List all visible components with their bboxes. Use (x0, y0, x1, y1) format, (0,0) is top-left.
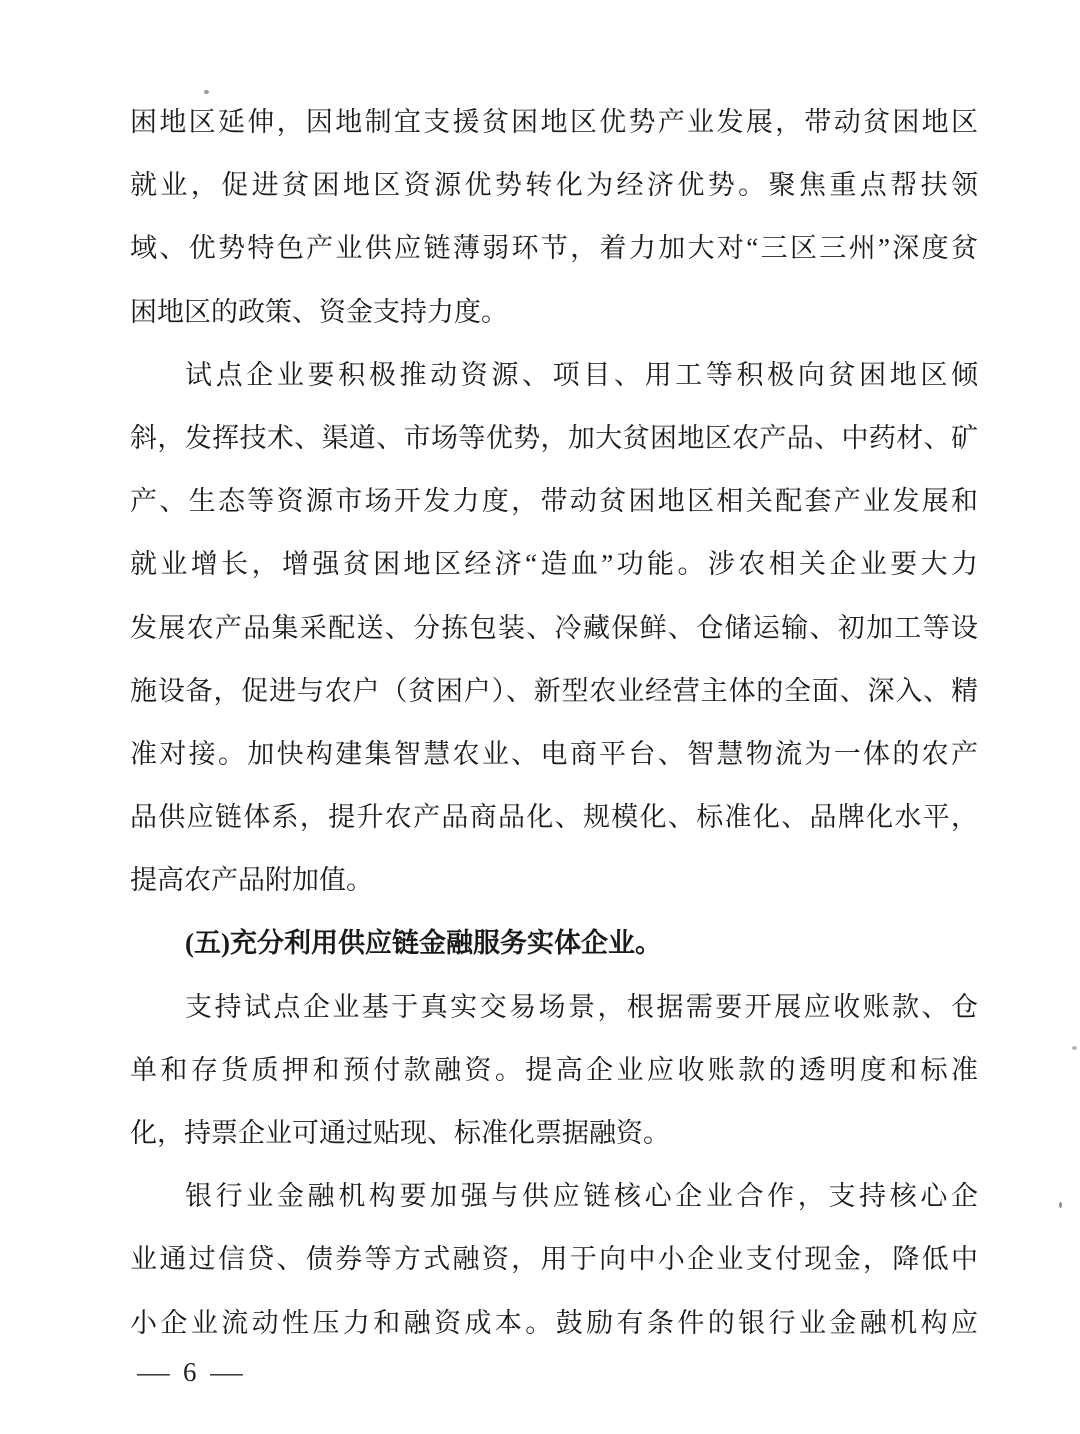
page-number: 6 (183, 1356, 197, 1387)
scan-speck (204, 90, 209, 94)
text-line: 品供应链体系，提升农产品商品化、规模化、标准化、品牌化水平， (130, 802, 978, 833)
text-line: 产、生态等资源市场开发力度，带动贫困地区相关配套产业发展和 (130, 486, 978, 517)
text-line: 支持试点企业基于真实交易场景，根据需要开展应收账款、仓 (185, 991, 978, 1022)
text-line: 施设备，促进与农户（贫困户）、新型农业经营主体的全面、深入、精 (130, 675, 978, 706)
text-line: 化，持票企业可通过贴现、标准化票据融资。 (130, 1118, 670, 1148)
text-line: 业通过信贷、债券等方式融资，用于向中小企业支付现金，降低中 (130, 1244, 978, 1275)
text-line: 域、优势特色产业供应链薄弱环节，着力加大对“三区三州”深度贫 (130, 233, 978, 264)
text-line: 斜，发挥技术、渠道、市场等优势，加大贫困地区农产品、中药材、矿 (130, 422, 978, 453)
text-line: 准对接。加快构建集智慧农业、电商平台、智慧物流为一体的农产 (130, 738, 978, 769)
text-line: 就业，促进贫困地区资源优势转化为经济优势。聚焦重点帮扶领 (130, 170, 978, 201)
text-line: 银行业金融机构要加强与供应链核心企业合作，支持核心企 (185, 1181, 978, 1212)
document-body (130, 91, 978, 1355)
text-line: 提高农产品附加值。 (130, 865, 373, 896)
text-line: 困地区延伸，因地制宜支援贫困地区优势产业发展，带动贫困地区 (130, 107, 978, 137)
footer-left-dash: — (137, 1356, 170, 1387)
footer-right-dash: — (209, 1356, 243, 1387)
scan-speck (1072, 1046, 1077, 1050)
text-line: 困地区的政策、资金支持力度。 (130, 296, 508, 327)
scan-speck (1059, 1202, 1062, 1208)
section-heading: (五)充分利用供应链金融服务实体企业。 (185, 928, 662, 959)
page-footer (137, 1352, 243, 1392)
text-line: 就业增长，增强贫困地区经济“造血”功能。涉农相关企业要大力 (130, 549, 978, 580)
text-line: 单和存货质押和预付款融资。提高企业应收账款的透明度和标准 (130, 1054, 978, 1085)
text-line: 发展农产品集采配送、分拣包装、冷藏保鲜、仓储运输、初加工等设 (130, 612, 978, 643)
text-line: 试点企业要积极推动资源、项目、用工等积极向贫困地区倾 (185, 359, 978, 390)
text-line: 小企业流动性压力和融资成本。鼓励有条件的银行业金融机构应 (130, 1307, 978, 1338)
